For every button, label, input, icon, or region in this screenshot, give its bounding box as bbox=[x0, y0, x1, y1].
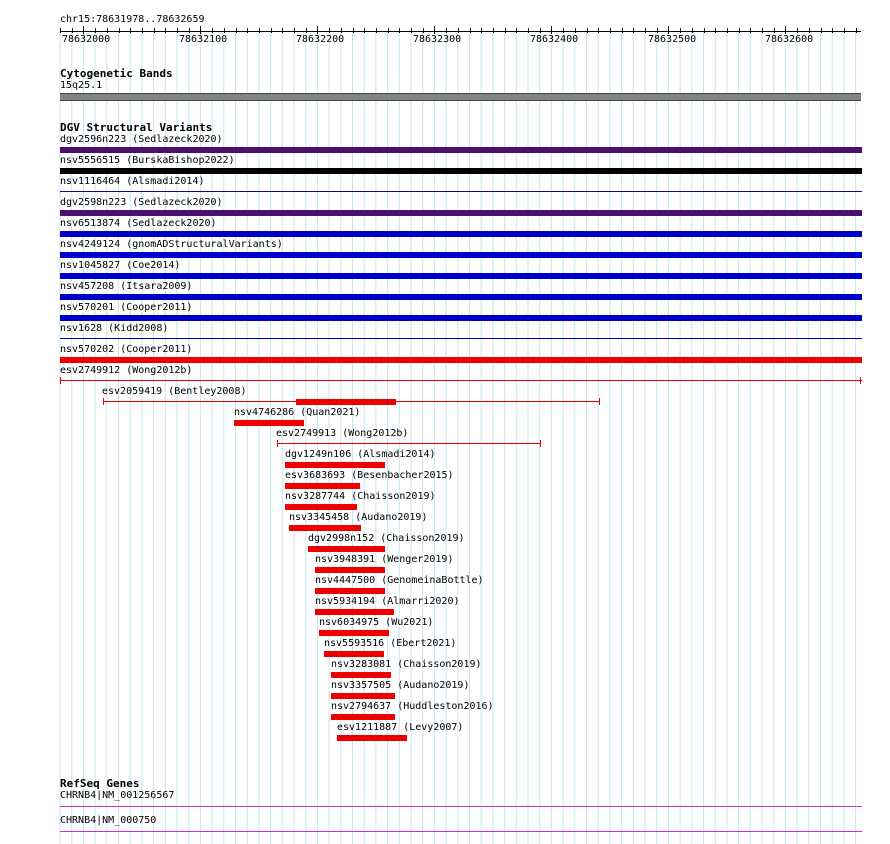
dgv-feature-label: nsv3287744 (Chaisson2019) bbox=[285, 491, 436, 502]
ruler-tick bbox=[83, 26, 84, 34]
ruler-tick bbox=[247, 28, 248, 33]
dgv-feature-bar[interactable] bbox=[315, 567, 385, 573]
ruler-tick bbox=[587, 28, 588, 33]
ruler-tick bbox=[575, 28, 576, 33]
ruler-tick bbox=[563, 28, 564, 33]
refseq-gene-line[interactable] bbox=[60, 831, 862, 832]
dgv-feature-bar[interactable] bbox=[285, 462, 385, 468]
ruler-tick bbox=[364, 28, 365, 33]
dgv-feature-bar[interactable] bbox=[324, 651, 384, 657]
ruler-tick bbox=[458, 28, 459, 33]
ruler-tick bbox=[200, 26, 201, 34]
ruler-tick bbox=[832, 28, 833, 33]
location-label: chr15:78631978..78632659 bbox=[60, 14, 205, 25]
dgv-row-label: esv2749912 (Wong2012b) bbox=[60, 365, 193, 376]
ruler-tick bbox=[622, 28, 623, 33]
dgv-feature-range-cap bbox=[103, 398, 104, 405]
ruler-tick bbox=[411, 28, 412, 33]
dgv-feature-bar[interactable] bbox=[331, 693, 395, 699]
ruler-label: 78632000 bbox=[62, 34, 111, 45]
ruler-tick bbox=[739, 28, 740, 33]
ruler-tick bbox=[224, 28, 225, 33]
dgv-feature-bar[interactable] bbox=[319, 630, 389, 636]
refseq-gene-label: CHRNB4|NM_000750 bbox=[60, 815, 157, 826]
dgv-feature-label: esv2749913 (Wong2012b) bbox=[276, 428, 409, 439]
ruler-tick bbox=[516, 28, 517, 33]
ruler-tick bbox=[481, 28, 482, 33]
ruler-tick bbox=[376, 28, 377, 33]
dgv-row-bar[interactable] bbox=[60, 273, 862, 279]
dgv-row-bar[interactable] bbox=[60, 252, 862, 258]
dgv-feature-bar[interactable] bbox=[296, 399, 396, 405]
ruler-tick bbox=[540, 28, 541, 33]
ruler-axis bbox=[60, 31, 861, 32]
dgv-track-title: DGV Structural Variants bbox=[60, 121, 213, 134]
ruler-tick bbox=[212, 28, 213, 33]
dgv-feature-label: nsv3283081 (Chaisson2019) bbox=[331, 659, 482, 670]
refseq-gene-line[interactable] bbox=[60, 806, 862, 807]
ruler-tick bbox=[423, 28, 424, 33]
ruler-tick bbox=[774, 28, 775, 33]
dgv-row-bar[interactable] bbox=[60, 210, 862, 216]
ruler-tick bbox=[844, 28, 845, 33]
ruler-tick bbox=[821, 28, 822, 33]
ruler-tick bbox=[317, 26, 318, 34]
dgv-feature-range-cap bbox=[540, 440, 541, 447]
ruler-tick bbox=[446, 28, 447, 33]
dgv-feature-bar[interactable] bbox=[308, 546, 385, 552]
dgv-feature-range-cap bbox=[277, 440, 278, 447]
ruler-label: 78632100 bbox=[179, 34, 228, 45]
ruler-tick bbox=[306, 28, 307, 33]
dgv-feature-label: nsv4447500 (GenomeinaBottle) bbox=[315, 575, 484, 586]
ruler-tick bbox=[189, 28, 190, 33]
ruler-tick bbox=[598, 28, 599, 33]
dgv-row-label: dgv2598n223 (Sedlazeck2020) bbox=[60, 197, 223, 208]
ruler-tick bbox=[727, 28, 728, 33]
ruler-tick bbox=[72, 28, 73, 33]
ruler-tick bbox=[715, 28, 716, 33]
refseq-gene-label: CHRNB4|NM_001256567 bbox=[60, 790, 175, 801]
dgv-feature-bar[interactable] bbox=[331, 714, 395, 720]
dgv-feature-label: nsv3357505 (Audano2019) bbox=[331, 680, 470, 691]
ruler-tick bbox=[762, 28, 763, 33]
ruler-tick bbox=[785, 26, 786, 34]
ruler-tick bbox=[470, 28, 471, 33]
ruler-tick bbox=[130, 28, 131, 33]
dgv-row-label: nsv457208 (Itsara2009) bbox=[60, 281, 193, 292]
dgv-feature-label: nsv3948391 (Wenger2019) bbox=[315, 554, 454, 565]
dgv-row-label: nsv1045827 (Coe2014) bbox=[60, 260, 181, 271]
dgv-feature-bar[interactable] bbox=[234, 420, 304, 426]
cytoband-label: 15q25.1 bbox=[60, 80, 103, 91]
ruler-tick bbox=[177, 28, 178, 33]
dgv-row-label: dgv2596n223 (Sedlazeck2020) bbox=[60, 134, 223, 145]
ruler-tick bbox=[329, 28, 330, 33]
ruler-tick bbox=[645, 28, 646, 33]
ruler-tick bbox=[142, 28, 143, 33]
dgv-row-label: nsv5556515 (BurskaBishop2022) bbox=[60, 155, 235, 166]
ruler-tick bbox=[493, 28, 494, 33]
ruler-tick bbox=[750, 28, 751, 33]
dgv-row-label: nsv6513874 (Sedlazeck2020) bbox=[60, 218, 217, 229]
dgv-feature-label: nsv5934194 (Almarri2020) bbox=[315, 596, 460, 607]
ruler-label: 78632600 bbox=[765, 34, 814, 45]
ruler-label: 78632300 bbox=[413, 34, 462, 45]
dgv-row-bar[interactable] bbox=[60, 168, 862, 174]
ruler-tick bbox=[797, 28, 798, 33]
ruler-tick bbox=[551, 26, 552, 34]
ruler-tick bbox=[528, 28, 529, 33]
dgv-feature-bar[interactable] bbox=[289, 525, 361, 531]
dgv-row-bar[interactable] bbox=[60, 294, 862, 300]
ruler-tick bbox=[657, 28, 658, 33]
ruler-label: 78632400 bbox=[530, 34, 579, 45]
dgv-feature-label: nsv3345458 (Audano2019) bbox=[289, 512, 428, 523]
ruler-tick bbox=[107, 28, 108, 33]
ruler-tick bbox=[856, 28, 857, 33]
dgv-row-bar[interactable] bbox=[60, 231, 862, 237]
dgv-feature-label: nsv5593516 (Ebert2021) bbox=[324, 638, 457, 649]
dgv-feature-bar[interactable] bbox=[285, 483, 360, 489]
dgv-feature-bar[interactable] bbox=[285, 504, 357, 510]
ruler-label: 78632200 bbox=[296, 34, 345, 45]
dgv-feature-bar[interactable] bbox=[331, 672, 391, 678]
dgv-row-bar[interactable] bbox=[60, 147, 862, 153]
dgv-row-label: nsv570201 (Cooper2011) bbox=[60, 302, 193, 313]
dgv-row-bar[interactable] bbox=[60, 191, 862, 192]
dgv-feature-label: dgv1249n106 (Alsmadi2014) bbox=[285, 449, 436, 460]
dgv-row-label: nsv570202 (Cooper2011) bbox=[60, 344, 193, 355]
dgv-row-bar[interactable] bbox=[60, 357, 862, 363]
ruler-tick bbox=[809, 28, 810, 33]
ruler-tick bbox=[271, 28, 272, 33]
dgv-feature-label: esv3683693 (Besenbacher2015) bbox=[285, 470, 454, 481]
dgv-feature-label: nsv2794637 (Huddleston2016) bbox=[331, 701, 494, 712]
dgv-feature-label: esv1211887 (Levy2007) bbox=[337, 722, 464, 733]
ruler-label: 78632500 bbox=[648, 34, 697, 45]
ruler-tick bbox=[399, 28, 400, 33]
ruler-tick bbox=[294, 28, 295, 33]
dgv-feature-label: nsv6034975 (Wu2021) bbox=[319, 617, 434, 628]
ruler-tick bbox=[680, 28, 681, 33]
dgv-row-label: nsv4249124 (gnomADStructuralVariants) bbox=[60, 239, 283, 250]
ruler-tick bbox=[341, 28, 342, 33]
ruler-tick bbox=[259, 28, 260, 33]
ruler-tick bbox=[610, 28, 611, 33]
ruler-tick bbox=[95, 28, 96, 33]
dgv-feature-range-cap bbox=[599, 398, 600, 405]
dgv-row-label: nsv1116464 (Alsmadi2014) bbox=[60, 176, 205, 187]
ruler-tick bbox=[236, 28, 237, 33]
dgv-feature-label: dgv2998n152 (Chaisson2019) bbox=[308, 533, 465, 544]
dgv-row-bar[interactable] bbox=[60, 338, 862, 339]
ruler-tick bbox=[505, 28, 506, 33]
cytoband-track-title: Cytogenetic Bands bbox=[60, 67, 173, 80]
ruler-tick bbox=[165, 28, 166, 33]
dgv-row-bar[interactable] bbox=[60, 315, 862, 321]
ruler-tick bbox=[154, 28, 155, 33]
ruler-tick bbox=[282, 28, 283, 33]
dgv-row-bar[interactable] bbox=[60, 380, 862, 381]
ruler-tick bbox=[668, 26, 669, 34]
ruler-tick bbox=[434, 26, 435, 34]
ruler-tick bbox=[633, 28, 634, 33]
dgv-feature-label: esv2059419 (Bentley2008) bbox=[102, 386, 247, 397]
ruler-tick bbox=[353, 28, 354, 33]
dgv-feature-bar[interactable] bbox=[315, 609, 394, 615]
dgv-feature-bar[interactable] bbox=[315, 588, 385, 594]
cytoband-bar[interactable] bbox=[60, 93, 861, 101]
dgv-feature-range[interactable] bbox=[277, 443, 540, 444]
dgv-feature-label: nsv4746286 (Quan2021) bbox=[234, 407, 361, 418]
refseq-track-title: RefSeq Genes bbox=[60, 777, 140, 790]
ruler-tick bbox=[119, 28, 120, 33]
ruler-tick bbox=[704, 28, 705, 33]
ruler-tick bbox=[692, 28, 693, 33]
dgv-feature-bar[interactable] bbox=[337, 735, 407, 741]
ruler-tick bbox=[388, 28, 389, 33]
ruler-tick bbox=[60, 28, 61, 33]
dgv-row-label: nsv1628 (Kidd2008) bbox=[60, 323, 169, 334]
